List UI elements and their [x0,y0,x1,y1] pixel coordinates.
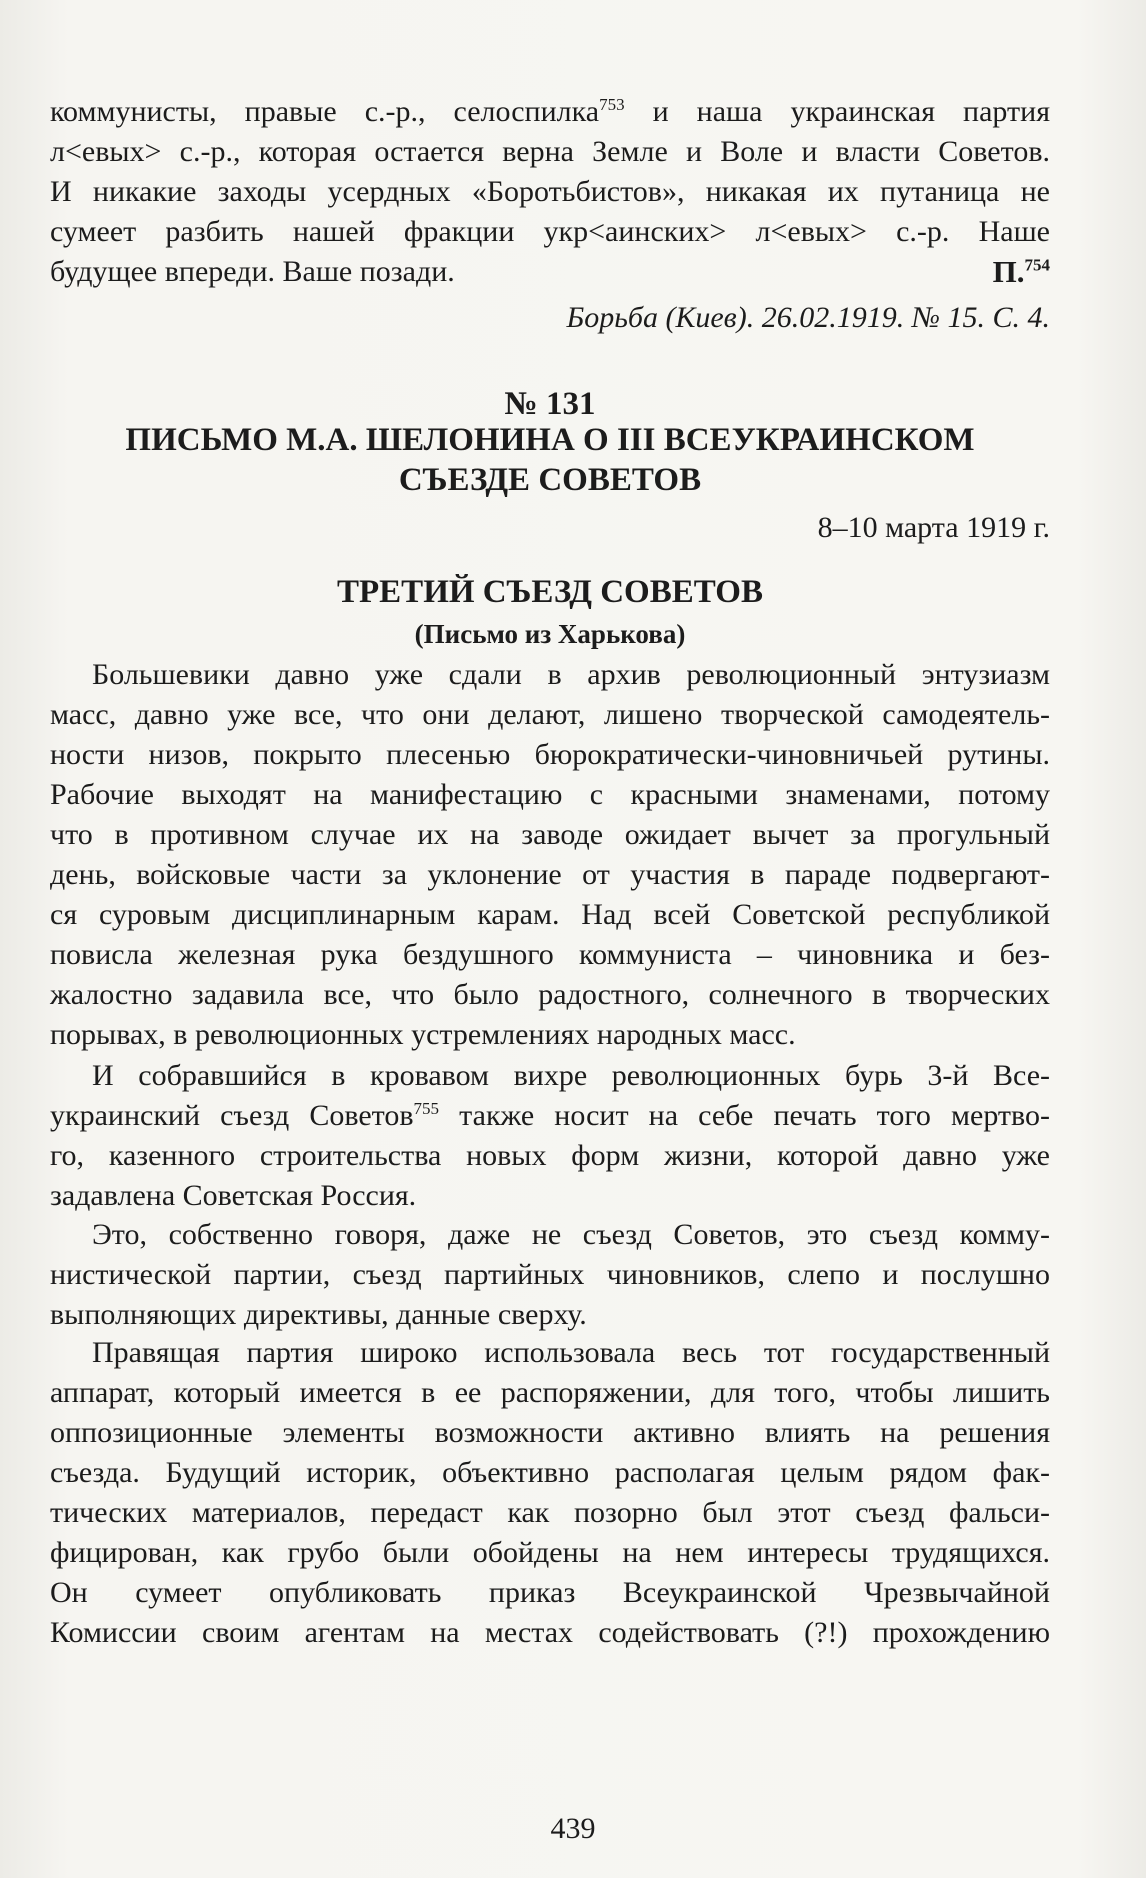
text-line: л<евых> с.-р., которая остается верна Земле и Воле и власти Советов. [50,135,1050,168]
text-line: Комиссии своим агентам на местах содействовать (?!) прохождению [50,1616,1050,1649]
text-line: тических материалов, передаст как позорно был этот съезд фальси- [50,1496,1050,1529]
text-line: оппозиционные элементы возможности активно влиять на решения [50,1416,1050,1449]
text-line: коммунисты, правые с.-р., селоспилка$^{753}$ и наша украинская партия [50,95,1050,128]
text-line: Большевики давно уже сдали в архив революционный энтузиазм [92,658,1050,691]
text-line: порывах, в революционных устремлениях народных масс. [50,1018,796,1051]
paragraph-2 [50,1056,1050,1216]
signature: П.$^{754}$ [992,254,1050,289]
text-line: ся суровым дисциплинарным карам. Над всей Советской республикой [50,898,1050,931]
text-line: будущее впереди. Ваше позади. [50,255,455,288]
page-number: 439 [550,1812,596,1845]
text-line: повисла железная рука бездушного коммуниста – чиновника и без- [50,938,1050,971]
text-line: Он сумеет опубликовать приказ Всеукраинской Чрезвычайной [50,1576,1050,1609]
text-line: выполняющих директивы, данные сверху. [50,1298,587,1331]
text-line: жалостно задавила все, что было радостного, солнечного в творческих [50,978,1050,1011]
footnote-ref: 754 [1024,255,1050,275]
text-line: го, казенного строительства новых форм жизни, которой давно уже [50,1139,1050,1172]
text-line: Это, собственно говоря, даже не съезд Советов, это съезд комму- [92,1218,1050,1251]
footnote-ref: 753 [599,95,625,114]
footnote-ref: 755 [413,1099,440,1118]
text-line: нистической партии, съезд партийных чиновников, слепо и послушно [50,1258,1050,1291]
text-line: украинский съезд Советов$^{755}$ также носит на себе печать того мертво- [50,1099,1050,1132]
document-number: № 131 [504,386,596,422]
paragraph-4 [50,1333,1050,1653]
article-heading: ТРЕТИЙ СЪЕЗД СОВЕТОВ [337,574,763,610]
paragraph-1 [50,655,1050,1055]
text-line: что в противном случае их на заводе ожидает вычет за прогульный [50,818,1050,851]
text-line: ности низов, покрыто плесенью бюрократически-чиновничьей рутины. [50,738,1050,771]
text-line: аппарат, который имеется в ее распоряжении, для того, чтобы лишить [50,1376,1050,1409]
text-line: И никакие заходы усердных «Боротьбистов», никакая их путаница не [50,175,1050,208]
text-line: съезда. Будущий историк, объективно располагая целым рядом фак- [50,1456,1050,1489]
text-line: масс, давно уже все, что они делают, лишено творческой самодеятель- [50,698,1050,731]
article-subheading: (Письмо из Харькова) [414,619,686,649]
text-line: задавлена Советская Россия. [50,1179,417,1212]
text-line: фицирован, как грубо были обойдены на нем интересы трудящихся. [50,1536,1050,1569]
document-title: ПИСЬМО М.А. ШЕЛОНИНА О III ВСЕУКРАИНСКОМ СЪЕЗДЕ СОВЕТОВ [125,422,975,498]
text-line: Рабочие выходят на манифестацию с красными знаменами, потому [50,778,1050,811]
text-line: день, войсковые части за уклонение от участия в параде подвергают- [50,858,1050,891]
text-line: сумеет разбить нашей фракции укр<аинских> л<евых> с.-р. Наше [50,215,1050,248]
text-line: И собравшийся в кровавом вихре революционных бурь 3-й Все- [92,1059,1050,1092]
paragraph-3 [50,1215,1050,1335]
text-line: Правящая партия широко использовала весь тот государственный [92,1336,1050,1369]
source-citation: Борьба (Киев). 26.02.1919. № 15. С. 4. [566,301,1050,334]
document-date: 8–10 марта 1919 г. [817,511,1050,544]
